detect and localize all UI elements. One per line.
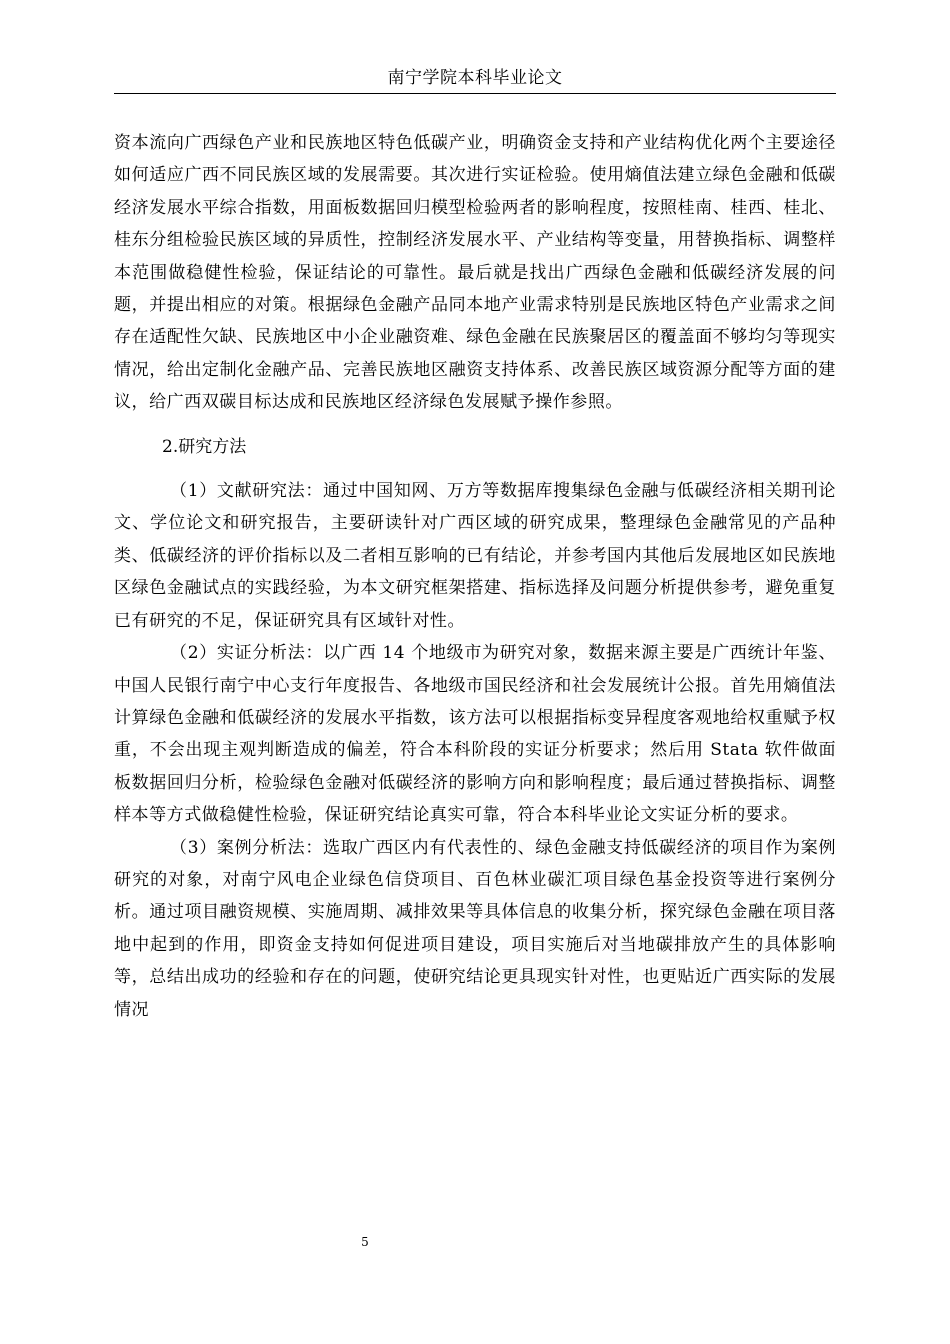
paragraph-continued: 资本流向广西绿色产业和民族地区特色低碳产业，明确资金支持和产业结构优化两个主要途径如何适应广西不同民族区域的发展需要。其次进行实证检验。使用熵值法建立绿色金融和低碳经济发展水平综合指数，用面板数据回归模型检验两者的影响程度，按照桂南、桂西、桂北、桂东分组检验民族区域的异质性，控制经济发展水平、产业结构等变量，用替换指标、调整样本范围做稳健性检验，保证结论的可靠性。最后就是找出广西绿色金融和低碳经济发展的问题，并提出相应的对策。根据绿色金融产品同本地产业需求特别是民族地区特色产业需求之间存在适配性欠缺、民族地区中小企业融资难、绿色金融在民族聚居区的覆盖面不够均匀等现实情况，给出定制化金融产品、完善民族地区融资支持体系、改善民族区域资源分配等方面的建议，给广西双碳目标达成和民族地区经济绿色发展赋予操作参照。 [114, 133, 836, 413]
header-divider [114, 93, 836, 94]
page-header-title: 南宁学院本科毕业论文 [387, 68, 563, 88]
paragraph-method-empirical: （2）实证分析法：以广西 14 个地级市为研究对象，数据来源主要是广西统计年鉴、中国人民银行南宁中心支行年度报告、各地级市国民经济和社会发展统计公报。首先用熵值法计算绿色金融和低碳经济的发展水平指数，该方法可以根据指标变异程度客观地给权重赋予权重，不会出现主观判断造成的偏差，符合本科阶段的实证分析要求；然后用 Stata 软件做面板数据回归分析，检验绿色金融对低碳经济的影响方向和影响程度；最后通过替换指标、调整样本等方式做稳健性检验，保证研究结论真实可靠，符合本科毕业论文实证分析的要求。 [114, 643, 836, 826]
paragraph-method-literature: （1）文献研究法：通过中国知网、万方等数据库搜集绿色金融与低碳经济相关期刊论文、学位论文和研究报告，主要研读针对广西区域的研究成果，整理绿色金融常见的产品种类、低碳经济的评价指标以及二者相互影响的已有结论，并参考国内其他后发展地区如民族地区绿色金融试点的实践经验，为本文研究框架搭建、指标选择及问题分析提供参考，避免重复已有研究的不足，保证研究具有区域针对性。 [114, 481, 836, 631]
body-text [114, 127, 836, 1026]
paragraph-method-case-study: （3）案例分析法：选取广西区内有代表性的、绿色金融支持低碳经济的项目作为案例研究的对象，对南宁风电企业绿色信贷项目、百色林业碳汇项目绿色基金投资等进行案例分析。通过项目融资规模、实施周期、减排效果等具体信息的收集分析，探究绿色金融在项目落地中起到的作用，即资金支持如何促进项目建设，项目实施后对当地碳排放产生的具体影响等，总结出成功的经验和存在的问题，使研究结论更具现实针对性，也更贴近广西实际的发展情况 [114, 837, 836, 1020]
section-heading: 2.研究方法 [162, 436, 247, 457]
page-number: 5 [361, 1235, 369, 1249]
